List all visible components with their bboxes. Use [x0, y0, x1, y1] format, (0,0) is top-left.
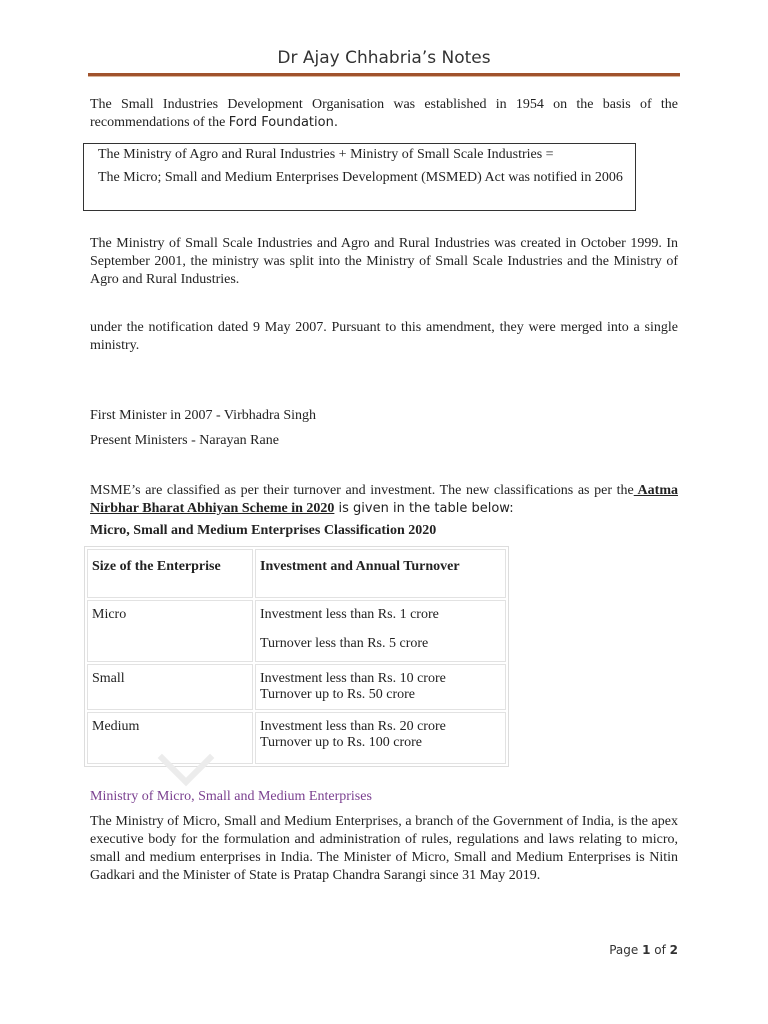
table-header-row — [87, 549, 506, 598]
header-divider — [88, 73, 680, 77]
criteria-line: Investment less than Rs. 1 crore — [260, 607, 439, 622]
table-cell-criteria — [255, 600, 506, 662]
page-total: 2 — [669, 943, 678, 957]
criteria-line: Turnover up to Rs. 50 crore — [260, 687, 416, 702]
table-cell-size: Small — [87, 664, 253, 710]
notification-paragraph: under the notification dated 9 May 2007. Pursuant to this amendment, they were merged into a single ministry. — [90, 320, 678, 353]
intro-text: The Small Industries Development Organisation was established in 1954 on the basis of the recommendations of the — [90, 97, 678, 130]
table-header-cell: Investment and Annual Turnover — [255, 549, 506, 598]
page-label: Page — [609, 943, 643, 957]
page-number: 1 — [642, 943, 651, 957]
scheme-link-text: Aatma Nirbhar Bharat Abhiyan Scheme in 2020 — [90, 483, 678, 516]
criteria-line: Investment less than Rs. 20 crore — [260, 719, 446, 734]
merger-box-line2: The Micro; Small and Medium Enterprises Development (MSMED) Act was notified in 2006 — [98, 170, 623, 185]
classification-text: MSME’s are classified as per their turnover and investment. The new classifications as per the — [90, 483, 634, 498]
table-row — [87, 712, 506, 764]
criteria-line: Investment less than Rs. 10 crore — [260, 671, 446, 686]
classification-table — [84, 546, 509, 767]
first-minister-line: First Minister in 2007 - Virbhadra Singh — [90, 408, 317, 423]
intro-paragraph — [90, 96, 678, 132]
criteria-line: Turnover less than Rs. 5 crore — [260, 636, 429, 651]
page-footer — [609, 943, 678, 957]
merger-box-line1: The Ministry of Agro and Rural Industries + Ministry of Small Scale Industries = — [98, 147, 554, 162]
classification-text-after: is given in the table below: — [334, 501, 514, 516]
table-cell-size: Micro — [87, 600, 253, 662]
page-of-label: of — [650, 943, 670, 957]
table-row — [87, 664, 506, 710]
page-header-title: Dr Ajay Chhabria’s Notes — [277, 48, 491, 68]
table-cell-size: Medium — [87, 712, 253, 764]
present-minister-line: Present Ministers - Narayan Rane — [90, 433, 279, 448]
ford-foundation-text: Ford Foundation. — [228, 115, 338, 130]
ministry-section-heading: Ministry of Micro, Small and Medium Enterprises — [90, 789, 372, 804]
merger-box — [83, 143, 636, 211]
ministry-section-body: The Ministry of Micro, Small and Medium Enterprises, a branch of the Government of India, is the apex executive body for the formulation and administration of rules, regulations and laws relating to micro, small and medium enterprises in India. The Minister of Micro, Small and Medium Enterprises is Nitin Gadkari and the Minister of State is Pratap Chandra Sarangi since 31 May 2019. — [90, 814, 678, 883]
table-cell-criteria — [255, 712, 506, 764]
table-row — [87, 600, 506, 662]
table-cell-criteria — [255, 664, 506, 710]
table-header-cell: Size of the Enterprise — [87, 549, 253, 598]
table-title: Micro, Small and Medium Enterprises Classification 2020 — [90, 523, 437, 538]
criteria-line: Turnover up to Rs. 100 crore — [260, 735, 423, 750]
classification-paragraph — [90, 482, 678, 518]
history-paragraph: The Ministry of Small Scale Industries and Agro and Rural Industries was created in October 1999. In September 2001, the ministry was split into the Ministry of Small Scale Industries and the Ministry of Agro and Rural Industries. — [90, 236, 678, 287]
